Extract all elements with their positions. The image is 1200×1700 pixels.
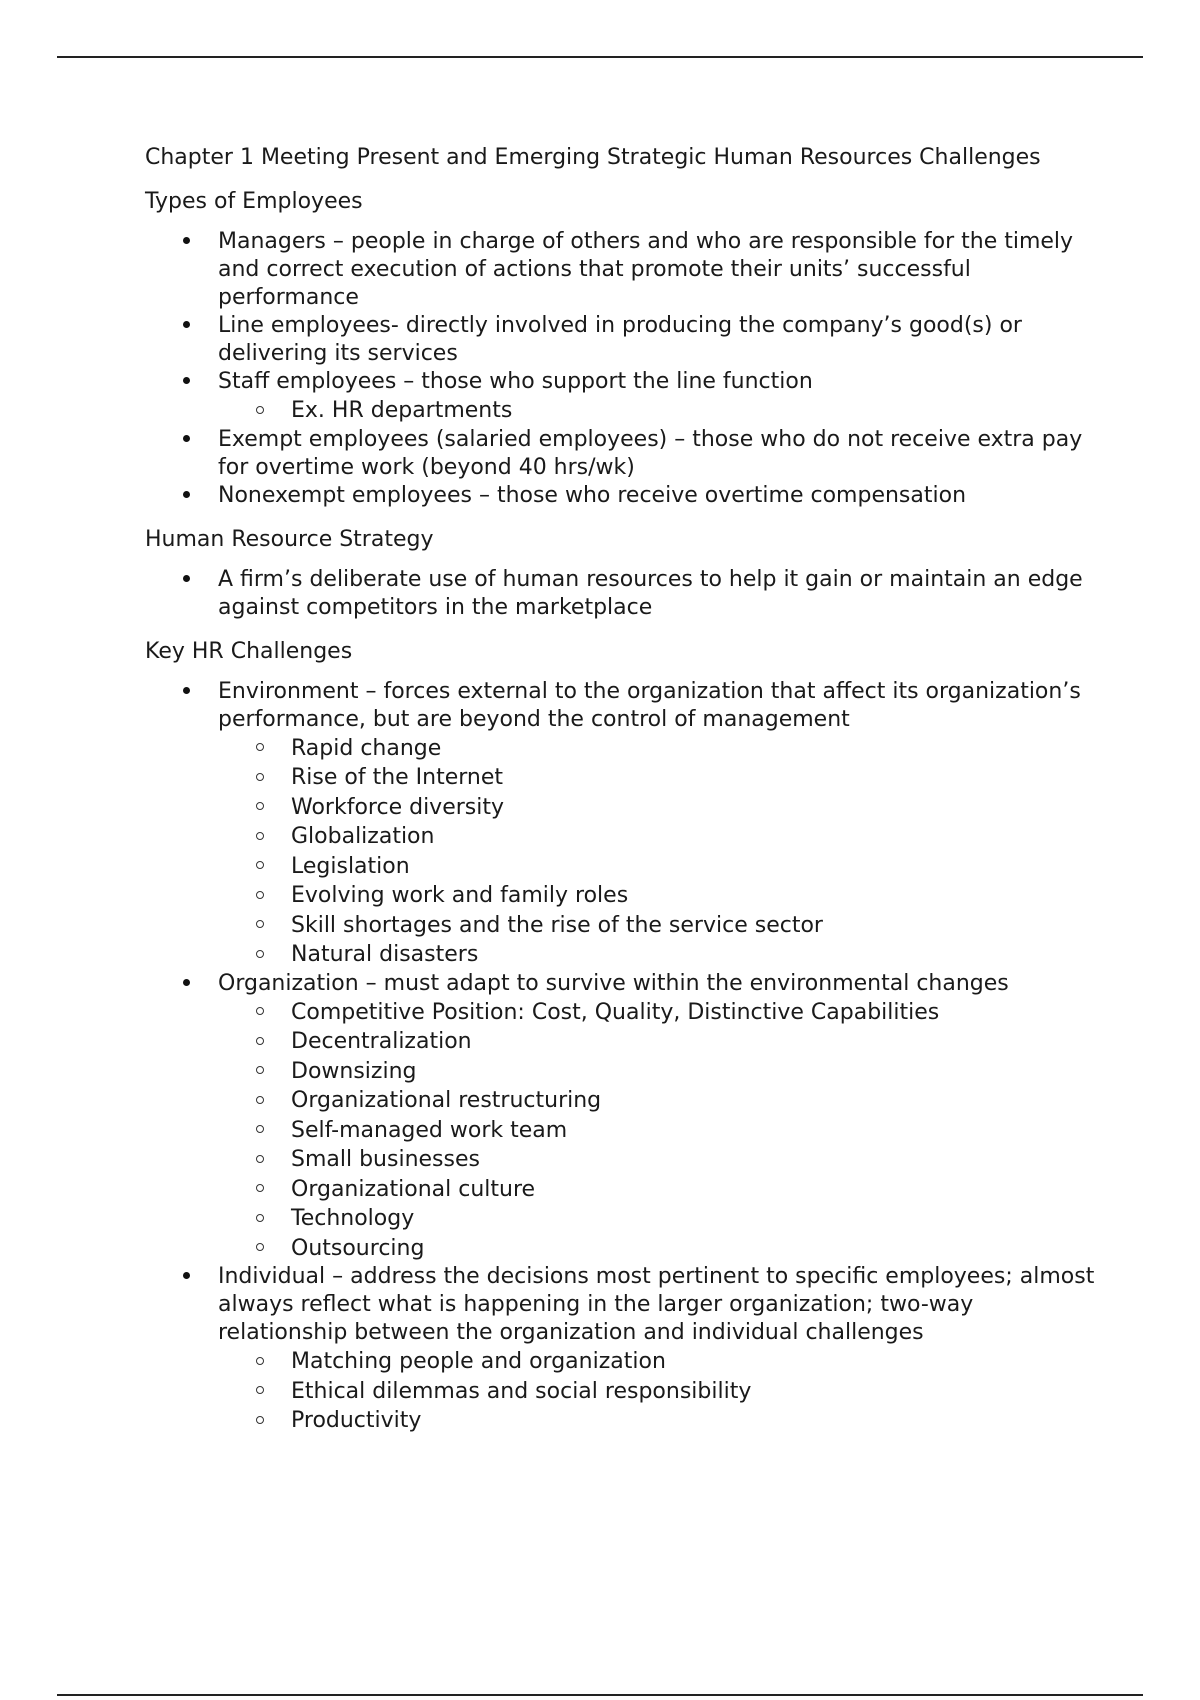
bullet-icon [180, 970, 192, 998]
hollow-bullet-icon [256, 1116, 264, 1146]
document-body [145, 144, 1105, 1452]
list-item: Exempt employees (salaried employees) – those who do not receive extra pay for overtime work (beyond 40 hrs/wk) [145, 426, 1105, 482]
document-title: Chapter 1 Meeting Present and Emerging Strategic Human Resources Challenges [145, 145, 1041, 170]
sub-list-item: Skill shortages and the rise of the service sector [218, 911, 1105, 941]
sub-list-item: Ex. HR departments [218, 396, 1105, 426]
hollow-bullet-icon [256, 1234, 264, 1264]
hollow-bullet-icon [256, 1406, 264, 1436]
sub-list-item: Small businesses [218, 1145, 1105, 1175]
hollow-bullet-icon [256, 734, 264, 764]
sub-bullet-list [218, 1347, 1105, 1436]
hollow-bullet-icon [256, 822, 264, 852]
sub-list-item: Decentralization [218, 1027, 1105, 1057]
bullet-icon [180, 426, 192, 454]
list-item: Environment – forces external to the organization that affect its organization’s performance, but are beyond the control of management Rapid change Rise of the Internet Workforce diversity Globalization Legislation Evolving work and family roles Skill shortages and the rise of the service sector Natural disasters [145, 678, 1105, 970]
sub-bullet-list [218, 396, 1105, 426]
sub-list-item: Natural disasters [218, 940, 1105, 970]
hollow-bullet-icon [256, 1057, 264, 1087]
hollow-bullet-icon [256, 1347, 264, 1377]
bullet-list [145, 678, 1105, 1436]
sub-list-item: Competitive Position: Cost, Quality, Distinctive Capabilities [218, 998, 1105, 1028]
section-heading: Key HR Challenges [145, 638, 353, 664]
list-item: Managers – people in charge of others and who are responsible for the timely and correct execution of actions that promote their units’ successful performance [145, 228, 1105, 312]
hollow-bullet-icon [256, 1204, 264, 1234]
bullet-list [145, 228, 1105, 510]
sub-list-item: Technology [218, 1204, 1105, 1234]
sub-list-item: Productivity [218, 1406, 1105, 1436]
sub-bullet-list [218, 734, 1105, 970]
sub-list-item: Outsourcing [218, 1234, 1105, 1264]
sub-list-item: Legislation [218, 852, 1105, 882]
hollow-bullet-icon [256, 793, 264, 823]
hollow-bullet-icon [256, 1027, 264, 1057]
list-item: Organization – must adapt to survive within the environmental changes Competitive Position: Cost, Quality, Distinctive Capabilities Decentralization Downsizing Organizational restructuring Self-managed work team Small businesses Organizational culture Technology Outsourcing [145, 970, 1105, 1264]
sub-list-item: Workforce diversity [218, 793, 1105, 823]
hollow-bullet-icon [256, 998, 264, 1028]
bottom-rule [57, 1694, 1143, 1696]
sub-list-item: Rapid change [218, 734, 1105, 764]
hollow-bullet-icon [256, 1377, 264, 1407]
hollow-bullet-icon [256, 763, 264, 793]
bullet-icon [180, 678, 192, 706]
bullet-icon [180, 1263, 192, 1291]
sub-list-item: Rise of the Internet [218, 763, 1105, 793]
section-heading: Types of Employees [145, 189, 363, 214]
hollow-bullet-icon [256, 852, 264, 882]
sub-bullet-list [218, 998, 1105, 1264]
hollow-bullet-icon [256, 940, 264, 970]
hollow-bullet-icon [256, 1086, 264, 1116]
sub-list-item: Self-managed work team [218, 1116, 1105, 1146]
hollow-bullet-icon [256, 396, 264, 426]
bullet-icon [180, 482, 192, 510]
list-item: Nonexempt employees – those who receive overtime compensation [145, 482, 1105, 510]
bullet-icon [180, 312, 192, 340]
list-item: A firm’s deliberate use of human resources to help it gain or maintain an edge against competitors in the marketplace [145, 566, 1105, 622]
sub-list-item: Ethical dilemmas and social responsibility [218, 1377, 1105, 1407]
sub-list-item: Downsizing [218, 1057, 1105, 1087]
sub-list-item: Organizational culture [218, 1175, 1105, 1205]
hollow-bullet-icon [256, 1175, 264, 1205]
bullet-icon [180, 566, 192, 594]
hollow-bullet-icon [256, 911, 264, 941]
sub-list-item: Organizational restructuring [218, 1086, 1105, 1116]
sub-list-item: Evolving work and family roles [218, 881, 1105, 911]
hollow-bullet-icon [256, 1145, 264, 1175]
list-item: Individual – address the decisions most pertinent to specific employees; almost always reflect what is happening in the larger organization; two-way relationship between the organization and individual challenges Matching people and organization Ethical dilemmas and social responsibility Productivity [145, 1263, 1105, 1436]
top-rule [57, 56, 1143, 58]
bullet-list [145, 566, 1105, 622]
hollow-bullet-icon [256, 881, 264, 911]
list-item: Line employees- directly involved in producing the company’s good(s) or delivering its services [145, 312, 1105, 368]
list-item: Staff employees – those who support the line function Ex. HR departments [145, 368, 1105, 426]
sub-list-item: Matching people and organization [218, 1347, 1105, 1377]
bullet-icon [180, 368, 192, 396]
bullet-icon [180, 228, 192, 256]
section-heading: Human Resource Strategy [145, 526, 434, 552]
sub-list-item: Globalization [218, 822, 1105, 852]
